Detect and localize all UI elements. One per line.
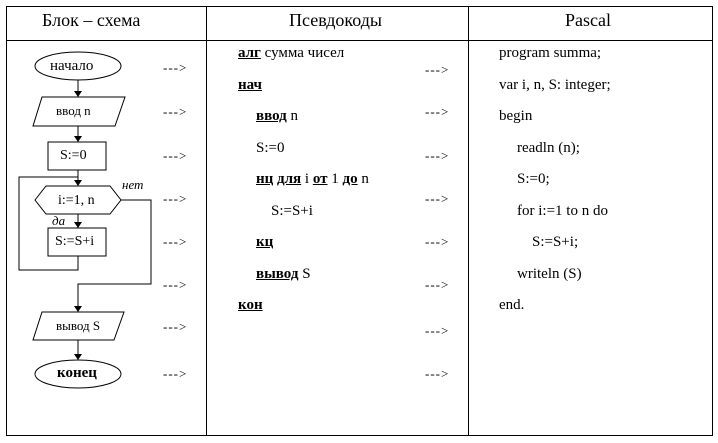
pseudo-text: S (298, 266, 311, 282)
header-pascal: Pascal (565, 10, 611, 30)
start-label: начало (50, 58, 94, 74)
mapping-arrow: ---> (425, 191, 450, 206)
mapping-arrow: ---> (425, 62, 450, 77)
mapping-arrow: ---> (425, 323, 450, 338)
arrowhead (74, 306, 82, 312)
pseudo-text: n (286, 108, 299, 124)
pseudo-text: сумма чисел (260, 45, 345, 61)
pseudo-line-9 (238, 296, 263, 314)
mapping-arrow: ---> (163, 234, 188, 249)
mapping-arrow: ---> (163, 366, 188, 381)
pseudo-keyword: вывод (256, 266, 299, 282)
pseudo-keyword: до (342, 171, 358, 187)
pascal-line-6: for i:=1 to n do (517, 203, 608, 219)
mapping-arrow: ---> (163, 104, 188, 119)
pseudo-keyword: от (312, 171, 328, 187)
arrowhead (74, 180, 82, 186)
mapping-arrow: ---> (163, 60, 188, 75)
init-label: S:=0 (60, 148, 87, 163)
mapping-arrow: ---> (163, 191, 188, 206)
pascal-line-3: begin (499, 108, 533, 124)
pseudo-keyword: нач (238, 77, 263, 93)
mapping-arrow: ---> (425, 148, 450, 163)
pascal-line-5: S:=0; (517, 171, 550, 187)
end-label: конец (57, 365, 97, 381)
pseudo-line-6: S:=S+i (271, 203, 313, 219)
pseudo-line-2 (238, 76, 262, 94)
pascal-line-4: readln (n); (517, 140, 580, 156)
pascal-line-1: program summa; (499, 45, 602, 61)
arrowhead (74, 354, 82, 360)
pascal-line-7: S:=S+i; (532, 234, 579, 250)
pseudo-line-4: S:=0 (256, 140, 285, 156)
mapping-arrow: ---> (425, 366, 450, 381)
mapping-arrow: ---> (163, 319, 188, 334)
loop-label: i:=1, n (58, 193, 95, 208)
pseudo-line-5 (256, 170, 369, 188)
pseudo-keyword: алг (238, 45, 261, 61)
mapping-arrow: ---> (425, 277, 450, 292)
pascal-line-2: var i, n, S: integer; (499, 77, 611, 93)
pascal-line-9: end. (499, 297, 525, 313)
pseudo-keyword: нц (256, 171, 274, 187)
pseudo-text: 1 (327, 171, 343, 187)
pseudo-text: n (357, 171, 369, 187)
arrowhead (74, 136, 82, 142)
body-label: S:=S+i (55, 234, 95, 249)
mapping-arrow: ---> (163, 277, 188, 292)
header-flowchart: Блок – схема (42, 10, 141, 30)
header-pseudocode: Псевдокоды (289, 10, 382, 30)
no-label: нет (122, 177, 144, 192)
pseudo-keyword: ввод (256, 108, 287, 124)
pseudo-keyword: кц (256, 234, 274, 250)
mapping-arrow: ---> (425, 234, 450, 249)
pseudo-line-1 (238, 44, 344, 62)
arrowhead (74, 91, 82, 97)
pseudo-line-7 (256, 233, 273, 251)
arrowhead (74, 222, 82, 228)
mapping-arrow: ---> (425, 104, 450, 119)
pseudo-line-3 (256, 107, 298, 125)
mapping-arrow: ---> (163, 148, 188, 163)
input-label: ввод n (56, 103, 91, 118)
pascal-line-8: writeln (S) (517, 266, 582, 282)
table-border (7, 7, 713, 436)
pseudo-keyword: кон (238, 297, 263, 313)
output-label: вывод S (56, 318, 101, 333)
pseudo-line-8 (256, 265, 311, 283)
pseudo-keyword: для (277, 171, 302, 187)
yes-label: да (52, 213, 66, 228)
pseudo-text: i (301, 171, 313, 187)
